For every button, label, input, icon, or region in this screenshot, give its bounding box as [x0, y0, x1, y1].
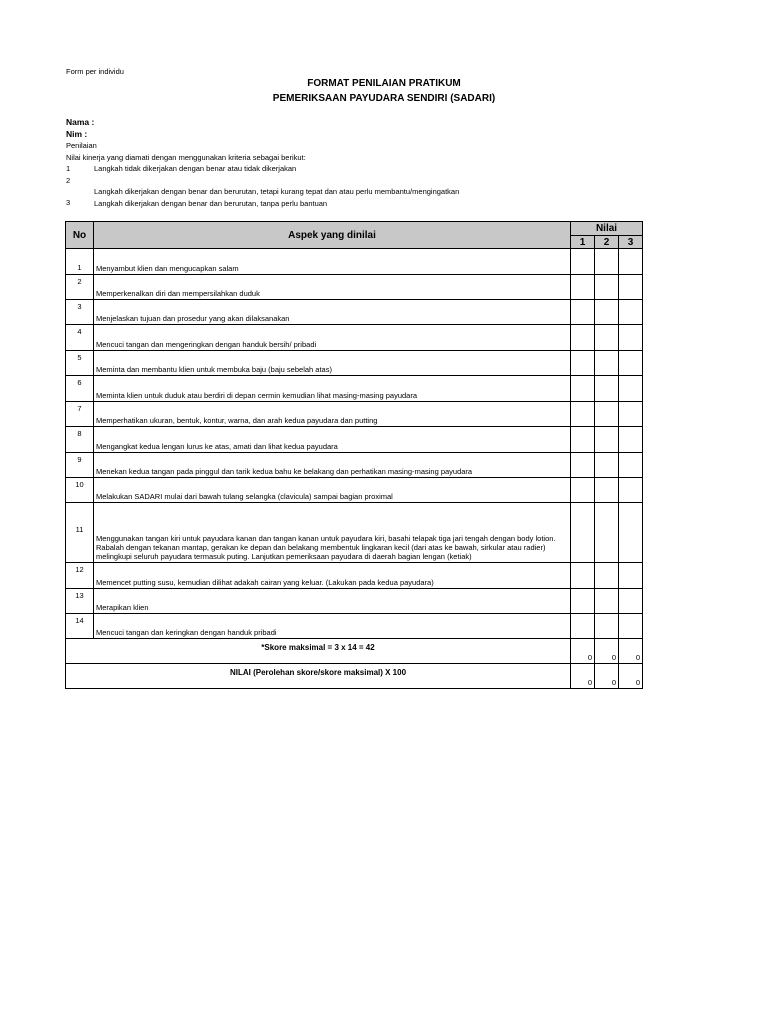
row-number: 14: [66, 614, 94, 639]
score-cell-2[interactable]: [595, 563, 619, 589]
score-cell-1[interactable]: [571, 275, 595, 300]
row-number: 7: [66, 402, 94, 427]
score-cell-2[interactable]: [595, 453, 619, 478]
criteria-num: 2: [66, 176, 71, 185]
final-score-value-2: 0: [595, 664, 619, 689]
score-cell-2[interactable]: [595, 249, 619, 275]
score-cell-3[interactable]: [619, 589, 643, 614]
row-aspek: Memencet putting susu, kemudian dilihat adakah cairan yang keluar. (Lakukan pada kedua payudara): [94, 563, 571, 589]
row-aspek: Meminta klien untuk duduk atau berdiri di depan cermin kemudian lihat masing-masing payudara: [94, 376, 571, 402]
score-cell-3[interactable]: [619, 402, 643, 427]
score-cell-3[interactable]: [619, 503, 643, 563]
row-aspek: Meminta dan membantu klien untuk membuka baju (baju sebelah atas): [94, 351, 571, 376]
summary-row: [66, 639, 643, 664]
score-cell-3[interactable]: [619, 427, 643, 453]
score-cell-3[interactable]: [619, 300, 643, 325]
score-cell-2[interactable]: [595, 478, 619, 503]
row-aspek: Merapikan klien: [94, 589, 571, 614]
final-score-value-1: 0: [571, 664, 595, 689]
row-aspek: Memperhatikan ukuran, bentuk, kontur, warna, dan arah kedua payudara dan putting: [94, 402, 571, 427]
score-cell-1[interactable]: [571, 614, 595, 639]
header-aspek: Aspek yang dinilai: [94, 222, 571, 249]
score-cell-1[interactable]: [571, 478, 595, 503]
row-number: 2: [66, 275, 94, 300]
score-cell-1[interactable]: [571, 249, 595, 275]
score-cell-1[interactable]: [571, 351, 595, 376]
score-cell-1[interactable]: [571, 325, 595, 351]
score-cell-1[interactable]: [571, 453, 595, 478]
nama-field: Nama :: [66, 117, 95, 127]
row-number: 8: [66, 427, 94, 453]
score-cell-1[interactable]: [571, 563, 595, 589]
row-number: 10: [66, 478, 94, 503]
row-aspek: Menjelaskan tujuan dan prosedur yang akan dilaksanakan: [94, 300, 571, 325]
score-cell-1[interactable]: [571, 300, 595, 325]
header-score-2: 2: [595, 236, 619, 249]
table-row: [66, 589, 643, 614]
score-cell-2[interactable]: [595, 402, 619, 427]
criteria-text: Langkah dikerjakan dengan benar dan berurutan, tetapi kurang tepat dan atau perlu membantu/mengingatkan: [94, 187, 460, 196]
row-aspek: Menekan kedua tangan pada pinggul dan tarik kedua bahu ke belakang dan perhatikan masing-masing payudara: [94, 453, 571, 478]
criteria-intro: Nilai kinerja yang diamati dengan menggunakan kriteria sebagai berikut:: [66, 153, 306, 162]
max-score-value-2: 0: [595, 639, 619, 664]
score-cell-3[interactable]: [619, 275, 643, 300]
header-score-1: 1: [571, 236, 595, 249]
final-score-value-3: 0: [619, 664, 643, 689]
criteria-num: 1: [66, 164, 71, 173]
document-title: FORMAT PENILAIAN PRATIKUM: [307, 78, 461, 89]
score-cell-3[interactable]: [619, 614, 643, 639]
score-cell-3[interactable]: [619, 478, 643, 503]
score-cell-1[interactable]: [571, 402, 595, 427]
table-row: [66, 351, 643, 376]
score-cell-1[interactable]: [571, 503, 595, 563]
row-aspek: Mencuci tangan dan mengeringkan dengan handuk bersih/ pribadi: [94, 325, 571, 351]
table-row: [66, 478, 643, 503]
row-aspek: Memperkenalkan diri dan mempersilahkan duduk: [94, 275, 571, 300]
score-cell-2[interactable]: [595, 325, 619, 351]
header-score-3: 3: [619, 236, 643, 249]
table-row: [66, 427, 643, 453]
score-cell-1[interactable]: [571, 589, 595, 614]
score-cell-3[interactable]: [619, 453, 643, 478]
max-score-value-3: 0: [619, 639, 643, 664]
table-row: [66, 402, 643, 427]
criteria-text: Langkah tidak dikerjakan dengan benar atau tidak dikerjakan: [94, 164, 297, 173]
row-aspek: Menyambut klien dan mengucapkan salam: [94, 249, 571, 275]
document-subtitle: PEMERIKSAAN PAYUDARA SENDIRI (SADARI): [272, 93, 496, 104]
assessment-table: [65, 221, 643, 689]
score-cell-1[interactable]: [571, 376, 595, 402]
score-cell-3[interactable]: [619, 249, 643, 275]
table-row: [66, 614, 643, 639]
nim-field: Nim :: [66, 129, 88, 139]
score-cell-2[interactable]: [595, 427, 619, 453]
row-aspek: Mencuci tangan dan keringkan dengan handuk pribadi: [94, 614, 571, 639]
score-cell-2[interactable]: [595, 351, 619, 376]
score-cell-2[interactable]: [595, 300, 619, 325]
score-cell-3[interactable]: [619, 351, 643, 376]
table-row: [66, 503, 643, 563]
score-cell-1[interactable]: [571, 427, 595, 453]
table-row: [66, 325, 643, 351]
criteria-heading: Penilaian: [66, 141, 97, 150]
table-row: [66, 275, 643, 300]
score-cell-2[interactable]: [595, 589, 619, 614]
max-score-value-1: 0: [571, 639, 595, 664]
row-number: 4: [66, 325, 94, 351]
table-row: [66, 249, 643, 275]
criteria-text: Langkah dikerjakan dengan benar dan berurutan, tanpa perlu bantuan: [94, 199, 328, 208]
score-cell-2[interactable]: [595, 614, 619, 639]
score-cell-3[interactable]: [619, 325, 643, 351]
summary-row: [66, 664, 643, 689]
header-nilai: Nilai: [571, 222, 643, 236]
score-cell-2[interactable]: [595, 503, 619, 563]
table-row: [66, 376, 643, 402]
row-aspek: Mengangkat kedua lengan lurus ke atas, amati dan lihat kedua payudara: [94, 427, 571, 453]
form-label: Form per individu: [66, 67, 124, 76]
row-aspek: Menggunakan tangan kiri untuk payudara kanan dan tangan kanan untuk payudara kiri, basahi telapak tiga jari tengah dengan body lotion. Rabalah dengan tekanan mantap, gerakan ke depan dan belakang membentuk lingkaran kecil (dari atas ke bawah, sirkular atau radier) melingkupi seluruh payudara termasuk puting. Lanjutkan pemeriksaan payudara di daerah bagian lengan (ketiak): [94, 503, 571, 563]
row-number: 6: [66, 376, 94, 402]
score-cell-2[interactable]: [595, 275, 619, 300]
header-no: No: [66, 222, 94, 249]
table-row: [66, 453, 643, 478]
row-number: 12: [66, 563, 94, 589]
table-row: [66, 563, 643, 589]
final-score-label: NILAI (Perolehan skore/skore maksimal) X 100: [66, 664, 571, 689]
score-cell-3[interactable]: [619, 563, 643, 589]
row-number: 9: [66, 453, 94, 478]
max-score-label: *Skore maksimal = 3 x 14 = 42: [66, 639, 571, 664]
row-number: 13: [66, 589, 94, 614]
row-number: 1: [66, 249, 94, 275]
row-number: 3: [66, 300, 94, 325]
row-number: 5: [66, 351, 94, 376]
row-number: 11: [66, 503, 94, 563]
score-cell-2[interactable]: [595, 376, 619, 402]
table-row: [66, 300, 643, 325]
criteria-num: 3: [66, 198, 71, 207]
row-aspek: Melakukan SADARI mulai dari bawah tulang selangka (clavicula) sampai bagian proximal: [94, 478, 571, 503]
score-cell-3[interactable]: [619, 376, 643, 402]
